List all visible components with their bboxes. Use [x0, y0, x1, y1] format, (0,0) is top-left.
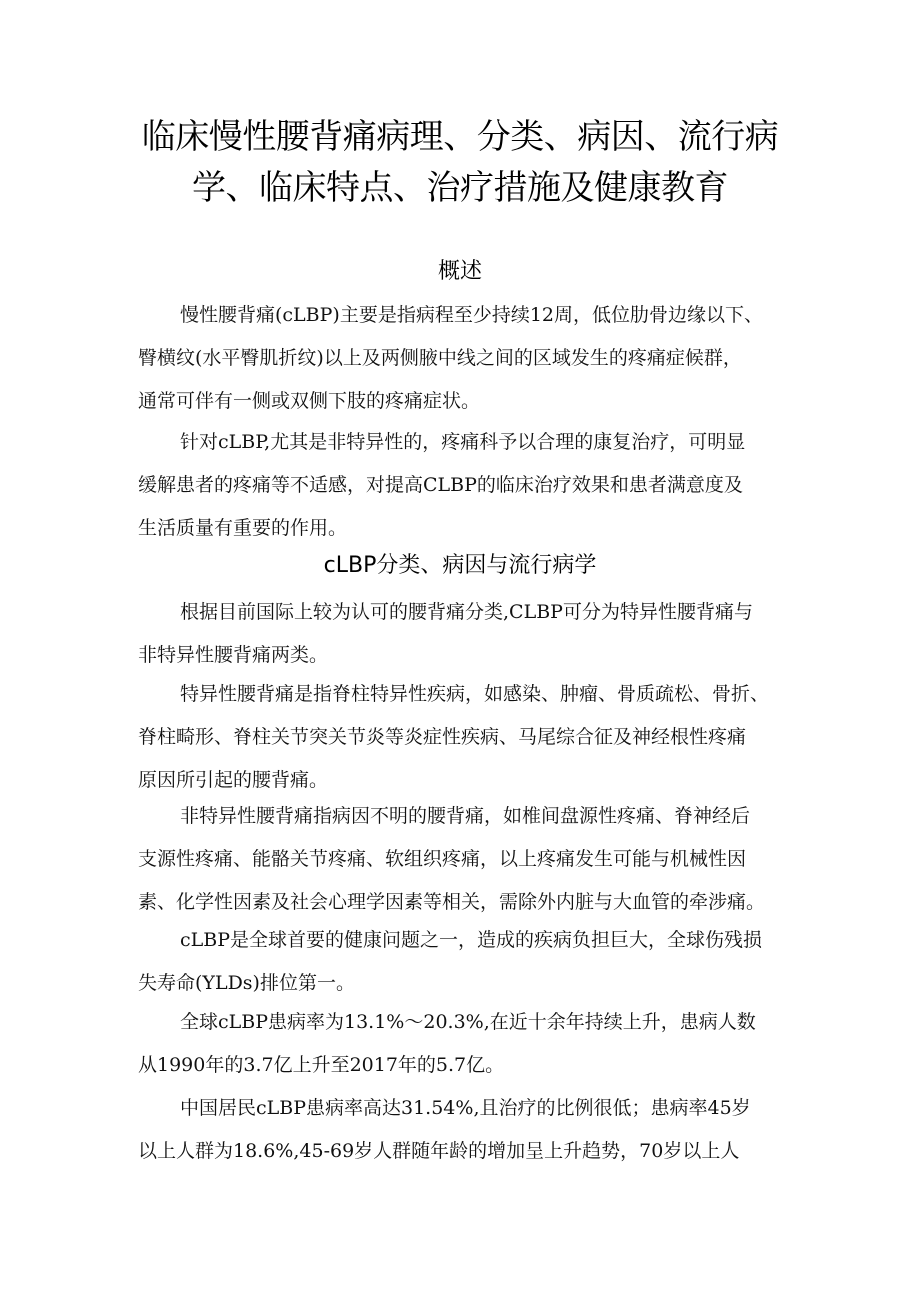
paragraph-line: cLBP是全球首要的健康问题之一，造成的疾病负担巨大，全球伤残损 [180, 929, 763, 951]
paragraph-line: 非特异性腰背痛两类。 [138, 644, 329, 666]
paragraph-line: 针对cLBP,尤其是非特异性的，疼痛科予以合理的康复治疗，可明显 [180, 431, 746, 453]
paragraph-line: 中国居民cLBP患病率高达31.54%,且治疗的比例很低；患病率45岁 [180, 1097, 751, 1119]
document-title [100, 112, 820, 214]
paragraph [138, 1001, 788, 1087]
paragraph [138, 421, 788, 550]
section-heading-classification: cLBP分类、病因与流行病学 [323, 553, 597, 578]
paragraph-line: 原因所引起的腰背痛。 [138, 769, 329, 791]
title-line-2: 学、临床特点、治疗措施及健康教育 [192, 168, 728, 208]
paragraph-line: 支源性疼痛、能骼关节疼痛、软组织疼痛，以上疼痛发生可能与机械性因 [138, 848, 747, 870]
paragraph [138, 294, 788, 423]
section-heading-overview: 概述 [437, 259, 482, 284]
paragraph-line: 通常可伴有一侧或双侧下肢的疼痛症状。 [138, 390, 481, 412]
paragraph [138, 795, 788, 924]
paragraph-line: 慢性腰背痛(cLBP)主要是指病程至少持续12周，低位肋骨边缘以下、 [180, 304, 764, 326]
paragraph-line: 根据目前国际上较为认可的腰背痛分类,CLBP可分为特异性腰背痛与 [180, 601, 753, 623]
paragraph-line: 非特异性腰背痛指病因不明的腰背痛，如椎间盘源性疼痛、脊神经后 [180, 805, 751, 827]
paragraph-line: 脊柱畸形、脊柱关节突关节炎等炎症性疾病、马尾综合征及神经根性疼痛 [138, 726, 747, 748]
paragraph-line: 特异性腰背痛是指脊柱特异性疾病，如感染、肿瘤、骨质疏松、骨折、 [180, 683, 770, 705]
paragraph [138, 591, 788, 677]
paragraph [138, 919, 788, 1005]
paragraph-line: 臀横纹(水平臀肌折纹)以上及两侧腋中线之间的区域发生的疼痛症候群， [138, 347, 742, 369]
paragraph-line: 全球cLBP患病率为13.1%～20.3%,在近十余年持续上升，患病人数 [180, 1011, 756, 1033]
title-line-1: 临床慢性腰背痛病理、分类、病因、流行病 [141, 117, 779, 157]
paragraph-line: 失寿命(YLDs)排位第一。 [138, 972, 355, 994]
paragraph-line: 素、化学性因素及社会心理学因素等相关，需除外内脏与大血管的牵涉痛。 [138, 891, 766, 913]
paragraph [138, 1087, 788, 1173]
paragraph-line: 生活质量有重要的作用。 [138, 517, 348, 539]
paragraph [138, 673, 788, 802]
paragraph-line: 从1990年的3.7亿上升至2017年的5.7亿。 [138, 1054, 505, 1076]
paragraph-line: 缓解患者的疼痛等不适感，对提高CLBP的临床治疗效果和患者满意度及 [138, 474, 743, 496]
paragraph-line: 以上人群为18.6%,45-69岁人群随年龄的增加呈上升趋势，70岁以上人 [138, 1140, 740, 1162]
